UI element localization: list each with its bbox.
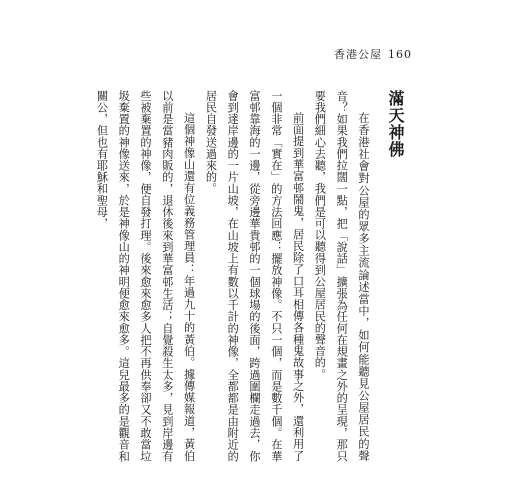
page-number: 160	[388, 48, 412, 61]
paragraph-3: 這個神像山還有位義務管理員：年過九十的黃伯。據傳媒報道，黃伯以前是當豬肉販的，退休後來到華富邨生活；自覺殺生太多，見到岸邊有些被棄置的神像，便自發打理。後來愈來愈多人把不再供奉卻又不敢當垃圾棄置的神像送來，於是神像山的神明便愈來愈多。這兒最多的是觀音和關公，但也有耶穌和聖母，	[95, 90, 196, 462]
paragraph-2: 前面提到華富邨鬧鬼，居民除了口耳相傳各種鬼故事之外，還利用了一個非常「實在」的方法回應：擺放神像。不只一個，而是數千個。在華富邨靠海的一邊，從旁邊華貴邨的一個球場的後面，跨過圍欄走過去，你會到達岸邊的一片山坡，在山坡上有數以千計的神像，全都都是由附近的居民自發送過來的。	[204, 90, 305, 462]
running-header	[334, 46, 412, 62]
paragraph-1: 在香港社會對公屋的眾多主流論述當中，如何能聽見公屋居民的聲音？如果我們拉闊一點，把「說話」擴張為任何在規畫之外的呈現，那只要我們細心去聽，我們是可以聽得到公屋居民的聲音的。	[313, 90, 370, 462]
vertical-text-body	[95, 90, 405, 462]
section-title: 滿天神佛	[386, 90, 405, 158]
book-title: 香港公屋	[334, 48, 382, 61]
